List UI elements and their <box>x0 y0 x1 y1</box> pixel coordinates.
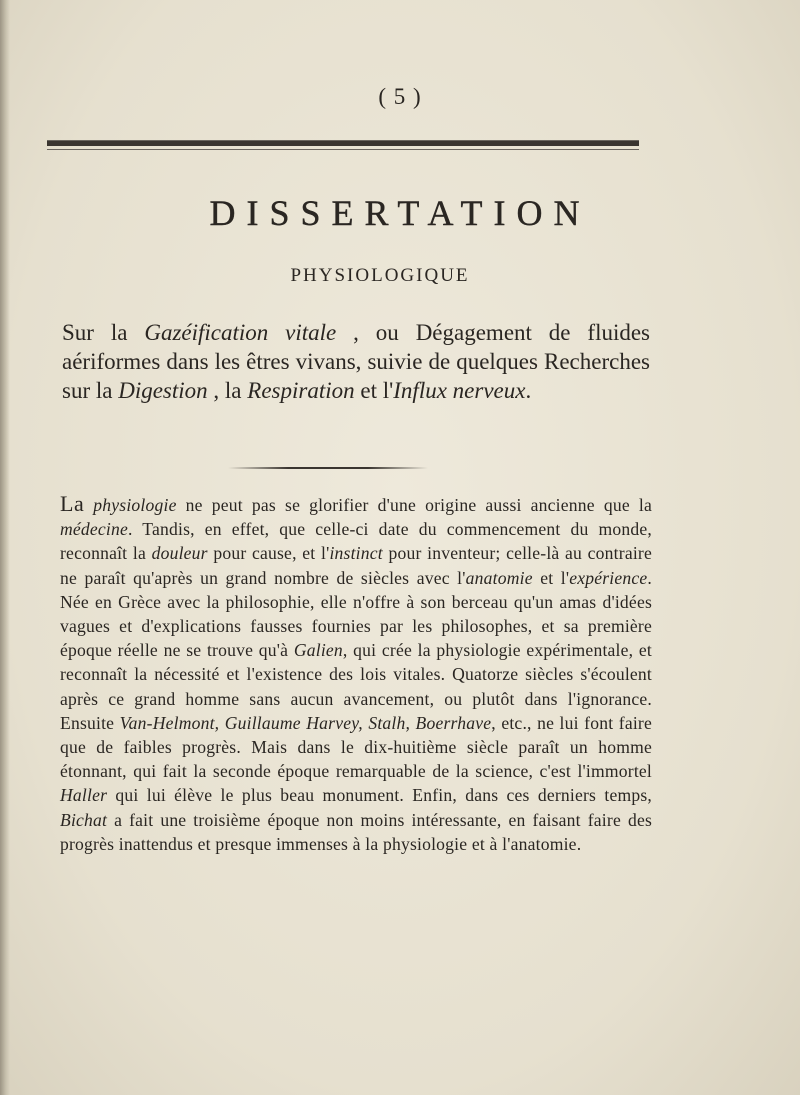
body-italic: douleur <box>151 543 208 564</box>
intro-italic: Influx nerveux <box>393 378 526 403</box>
body-text: et l' <box>532 567 570 588</box>
page-subtitle: PHYSIOLOGIQUE <box>290 265 470 286</box>
body-text: pour cause, et l' <box>207 543 330 564</box>
intro-text: , la <box>207 378 248 403</box>
intro-italic: Digestion <box>118 378 208 403</box>
body-italic: expérience <box>569 567 648 588</box>
body-text: . Née en Grèce avec la philosophie, elle n'offre à son berceau qu'un amas d'idées vagues et d'explications fausses fournies par les philosophes, et sa première époque réelle ne se trouve qu'à <box>60 567 652 661</box>
body-italic: Bichat <box>60 809 108 830</box>
body-italic: Van-Helmont, Guillaume Harvey, Stalh, Boerrhave <box>119 712 492 733</box>
header-rule-thin <box>47 149 639 150</box>
body-paragraph <box>60 492 652 856</box>
header-rule <box>47 140 639 146</box>
title-description <box>62 318 650 405</box>
intro-text: et l' <box>354 378 394 403</box>
book-spine-shadow <box>0 0 10 1095</box>
intro-text: . <box>525 378 532 403</box>
body-text: . Tandis, en effet, que celle-ci date du commencement du monde, reconnaît la <box>60 519 652 564</box>
body-text: pour inventeur; celle-là au contraire ne paraît qu'après un grand nombre de siècles avec l' <box>60 543 652 588</box>
body-text: a fait une troisième époque non moins intéressante, en faisant faire des progrès inattendus et presque immenses à la physiologie et à l'anatomie. <box>60 809 652 854</box>
body-italic: instinct <box>329 543 383 564</box>
body-italic: Haller <box>60 785 108 806</box>
body-text: ne peut pas se glorifier d'une origine aussi ancienne que la <box>176 495 652 515</box>
body-text: , etc., ne lui font faire que de faibles progrès. Mais dans le dix-huitième siècle paraît un homme étonnant, qui fait la seconde époque remarquable de la science, c'est l'immortel <box>60 712 652 782</box>
drop-cap: La <box>60 491 85 516</box>
body-italic: médecine <box>60 519 129 540</box>
body-italic: Galien <box>293 640 343 661</box>
body-text: , qui crée la physiologie expérimentale, et reconnaît la nécessité et l'existence des lois vitales. Quatorze siècles s'écoulent après ce grand homme sans aucun avancement, ou plutôt dans l'ignorance. Ensuite <box>60 640 652 733</box>
body-italic: anatomie <box>465 567 533 588</box>
body-text: qui lui élève le plus beau monument. Enfin, dans ces derniers temps, <box>107 785 652 806</box>
intro-italic: Gazéification vitale <box>144 320 337 345</box>
body-text <box>84 495 93 515</box>
section-divider <box>228 467 428 469</box>
intro-text: , ou Dégagement de fluides aériformes dans les êtres vivans, suivie de quelques Recherches sur la <box>62 320 651 403</box>
page-title: DISSERTATION <box>209 193 591 233</box>
page-number: ( 5 ) <box>378 84 422 109</box>
intro-italic: Respiration <box>247 378 355 403</box>
intro-text: Sur la <box>62 320 145 345</box>
body-italic: physiologie <box>93 495 177 515</box>
